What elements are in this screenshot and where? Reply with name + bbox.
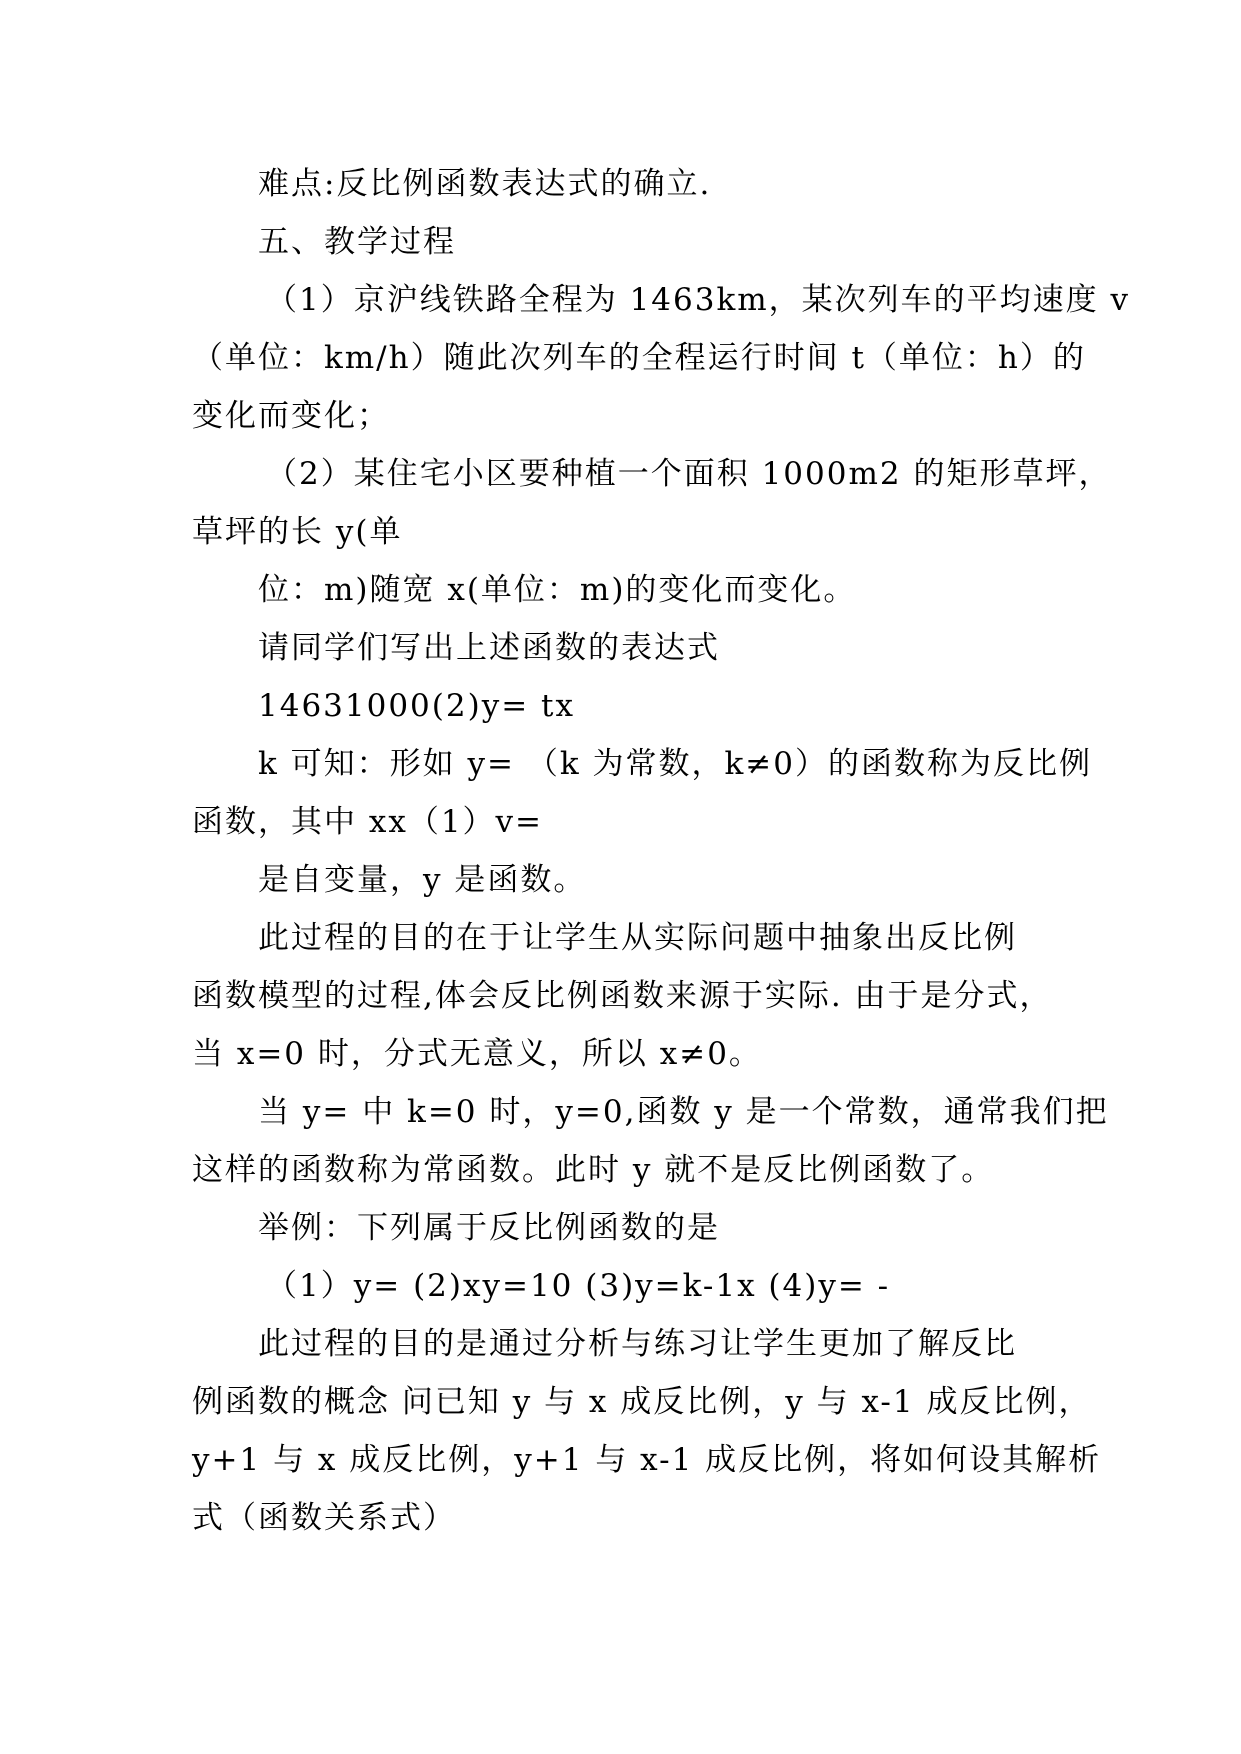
example-2-line-2: 草坪的长 y(单 [192,514,403,550]
definition-line-1: k 可知：形如 y= （k 为常数，k≠0）的函数称为反比例 [258,746,1092,782]
example-1-line-1: （1）京沪线铁路全程为 1463km，某次列车的平均速度 v [266,282,1131,318]
example-options: （1）y= (2)xy=10 (3)y=k-1x (4)y= - [266,1268,891,1304]
example-2-line-3: 位：m)随宽 x(单位：m)的变化而变化。 [258,572,857,608]
formula-line: 14631000(2)y= tx [258,688,575,724]
analysis-line-4: 式（函数关系式） [192,1500,456,1536]
analysis-line-1: 此过程的目的是通过分析与练习让学生更加了解反比 [258,1326,1017,1362]
difficulty-line: 难点:反比例函数表达式的确立. [258,166,712,202]
section-heading: 五、教学过程 [258,224,456,260]
purpose-line-3: 当 x=0 时，分式无意义，所以 x≠0。 [192,1036,762,1072]
example-heading: 举例：下列属于反比例函数的是 [258,1210,720,1246]
purpose-line-2: 函数模型的过程,体会反比例函数来源于实际. 由于是分式， [192,978,1053,1014]
definition-line-2: 函数，其中 xx（1）v= [192,804,544,840]
analysis-line-2: 例函数的概念 问已知 y 与 x 成反比例，y 与 x-1 成反比例， [192,1384,1092,1420]
constant-line-1: 当 y= 中 k=0 时，y=0,函数 y 是一个常数，通常我们把 [258,1094,1109,1130]
constant-line-2: 这样的函数称为常函数。此时 y 就不是反比例函数了。 [192,1152,995,1188]
example-2-line-1: （2）某住宅小区要种植一个面积 1000m2 的矩形草坪， [266,456,1112,492]
purpose-line-1: 此过程的目的在于让学生从实际问题中抽象出反比例 [258,920,1017,956]
analysis-line-3: y+1 与 x 成反比例，y+1 与 x-1 成反比例，将如何设其解析 [192,1442,1102,1478]
example-1-line-2: （单位：km/h）随此次列车的全程运行时间 t（单位：h）的 [192,340,1086,376]
example-1-line-3: 变化而变化； [192,398,390,434]
instruction-line: 请同学们写出上述函数的表达式 [258,630,720,666]
definition-line-3: 是自变量，y 是函数。 [258,862,587,898]
